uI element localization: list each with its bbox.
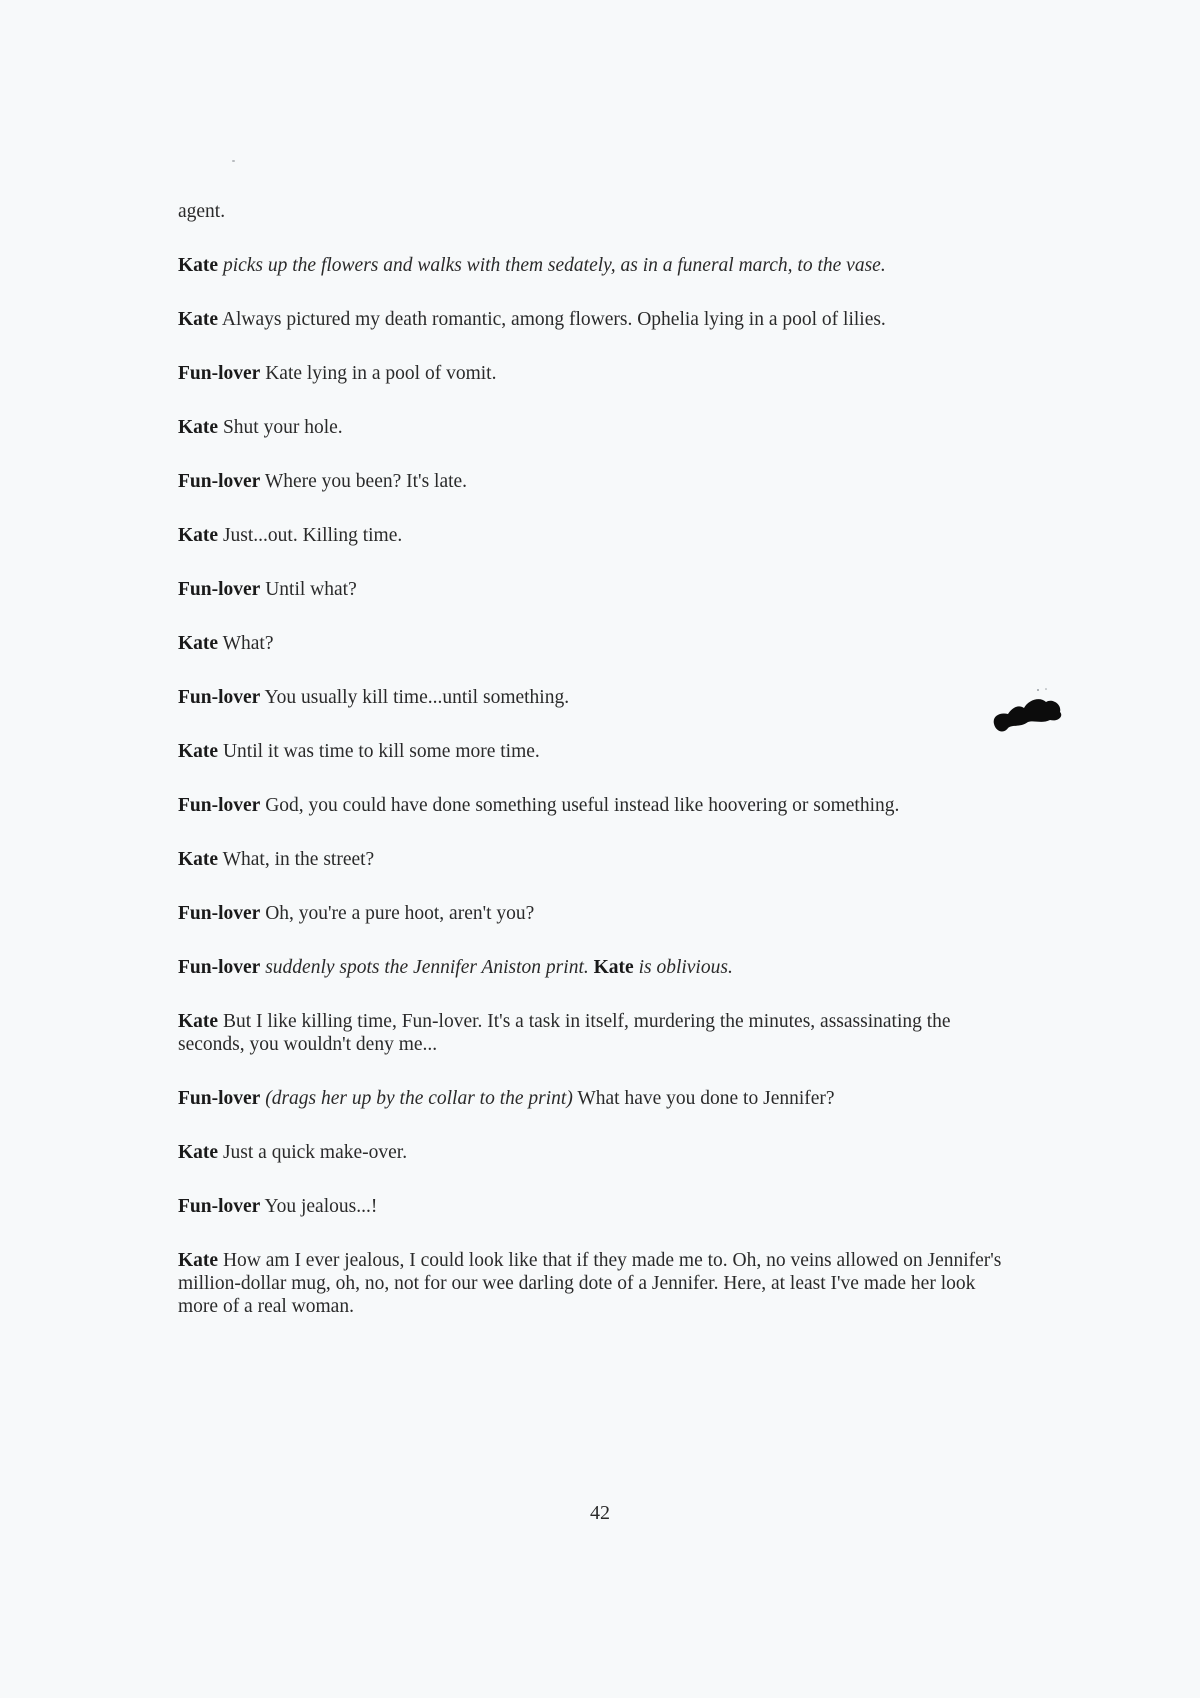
script-paragraph [178,740,1018,763]
script-paragraph [178,578,1018,601]
script-paragraph [178,362,1018,385]
speaker-name: Kate [178,741,219,762]
dialogue-text: What have you done to Jennifer? [572,1088,835,1109]
script-paragraph [178,416,1018,439]
speaker-name: Kate [593,957,634,978]
stage-direction: picks up the flowers and walks with them sedately, as in a funeral march, to the vase. [222,255,886,276]
dialogue-text: What? [218,633,274,654]
script-paragraph [178,794,1018,817]
script-paragraph [178,632,1018,655]
dialogue-text: Kate lying in a pool of vomit. [260,363,497,384]
script-body [178,200,1018,1349]
stage-direction: (drags her up by the collar to the print) [265,1088,573,1109]
script-paragraph [178,200,1018,223]
dialogue-text: Until it was time to kill some more time. [218,741,540,762]
stage-direction: is oblivious. [638,957,733,978]
speaker-name: Fun-lover [178,903,261,924]
dialogue-text: Until what? [260,579,357,600]
speaker-name: Fun-lover [178,363,261,384]
script-paragraph [178,956,1018,979]
paper-speck [232,160,235,162]
script-paragraph [178,1249,1018,1318]
script-paragraph [178,308,1018,331]
page-number: 42 [590,1502,610,1524]
dialogue-text: God, you could have done something useful instead like hoovering or something. [260,795,900,816]
dialogue-text: Just...out. Killing time. [218,525,403,546]
dialogue-text: You jealous...! [260,1196,378,1217]
script-paragraph [178,686,1018,709]
speaker-name: Fun-lover [178,579,261,600]
speaker-name: Kate [178,1250,219,1271]
script-paragraph [178,1141,1018,1164]
speaker-name: Kate [178,849,219,870]
speaker-name: Fun-lover [178,687,261,708]
dialogue-text: Where you been? It's late. [260,471,468,492]
script-paragraph [178,470,1018,493]
dialogue-text: Always pictured my death romantic, among flowers. Ophelia lying in a pool of lilies. [218,309,886,330]
speaker-name: Fun-lover [178,1088,261,1109]
script-paragraph [178,1087,1018,1110]
script-paragraph [178,254,1018,277]
stage-direction: suddenly spots the Jennifer Aniston print. [265,957,589,978]
script-paragraph [178,1195,1018,1218]
speaker-name: Kate [178,1142,219,1163]
dialogue-text: Shut your hole. [218,417,343,438]
script-paragraph [178,1010,1018,1056]
script-paragraph [178,848,1018,871]
speaker-name: Kate [178,417,219,438]
speaker-name: Kate [178,309,219,330]
dialogue-text: What, in the street? [218,849,375,870]
speaker-name: Fun-lover [178,1196,261,1217]
ink-blot-icon [990,686,1066,736]
speaker-name: Kate [178,633,219,654]
speaker-name: Kate [178,1011,219,1032]
dialogue-text: Oh, you're a pure hoot, aren't you? [260,903,535,924]
speaker-name: Fun-lover [178,795,261,816]
dialogue-text: You usually kill time...until something. [260,687,570,708]
script-paragraph [178,902,1018,925]
speaker-name: Fun-lover [178,471,261,492]
dialogue-text: How am I ever jealous, I could look like that if they made me to. Oh, no veins allowed on Jennifer's million-dollar mug, oh, no, not for our wee darling dote of a Jennifer. Here, at least I've made her look more of a real woman. [178,1250,1002,1317]
speaker-name: Kate [178,525,219,546]
speaker-name: Kate [178,255,219,276]
dialogue-text: agent. [178,201,226,222]
dialogue-text: But I like killing time, Fun-lover. It's a task in itself, murdering the minutes, assassinating the seconds, you wouldn't deny me... [178,1011,951,1055]
dialogue-text: Just a quick make-over. [218,1142,408,1163]
script-paragraph [178,524,1018,547]
speaker-name: Fun-lover [178,957,261,978]
